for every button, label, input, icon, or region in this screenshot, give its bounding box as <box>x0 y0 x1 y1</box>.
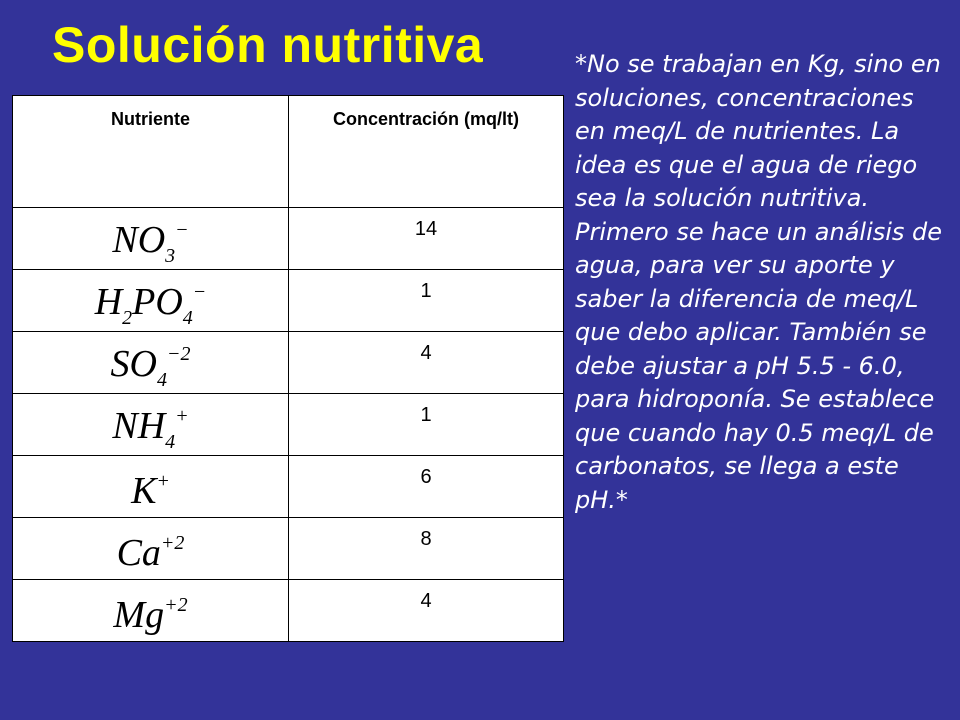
nutrient-formula-mg: $Mg^{+2}$ <box>13 580 289 642</box>
explanatory-note: *No se trabajan en Kg, sino en soluciones, concentraciones en meq/L de nutrientes. La idea es que el agua de riego sea la solución nutritiva. Primero se hace un análisis de agua, para ver su aporte y saber la diferencia de meq/L que debo aplicar. También se debe ajustar a pH 5.5 - 6.0, para hidroponía. Se establece que cuando hay 0.5 meq/L de carbonatos, se llega a este pH.* <box>575 50 943 514</box>
nutrient-table <box>12 95 564 642</box>
table-row <box>13 332 564 394</box>
concentration-value: 1 <box>289 394 564 456</box>
table-row <box>13 518 564 580</box>
nutrient-formula-ca: $Ca^{+2}$ <box>13 518 289 580</box>
header-concentracion: Concentración (mq/lt) <box>289 96 564 208</box>
nutrient-formula-nh4: $NH_4^+$ <box>13 394 289 456</box>
nutrient-formula-no3: $NO_3^-$ <box>13 208 289 270</box>
header-nutriente: Nutriente <box>13 96 289 208</box>
table-row <box>13 394 564 456</box>
concentration-value: 4 <box>289 580 564 642</box>
nutrient-formula-k: K+ <box>13 456 289 518</box>
table-row <box>13 580 564 642</box>
table-row <box>13 456 564 518</box>
concentration-value: 4 <box>289 332 564 394</box>
nutrient-formula-h2po4: $H_2PO_4^-$ <box>13 270 289 332</box>
slide-title: Solución nutritiva <box>52 17 484 73</box>
concentration-value: 1 <box>289 270 564 332</box>
table-row <box>13 270 564 332</box>
concentration-value: 8 <box>289 518 564 580</box>
table-row <box>13 208 564 270</box>
nutrient-formula-so4: $SO_4^{-2}$ <box>13 332 289 394</box>
concentration-value: 6 <box>289 456 564 518</box>
table-header-row <box>13 96 564 208</box>
concentration-value: 14 <box>289 208 564 270</box>
